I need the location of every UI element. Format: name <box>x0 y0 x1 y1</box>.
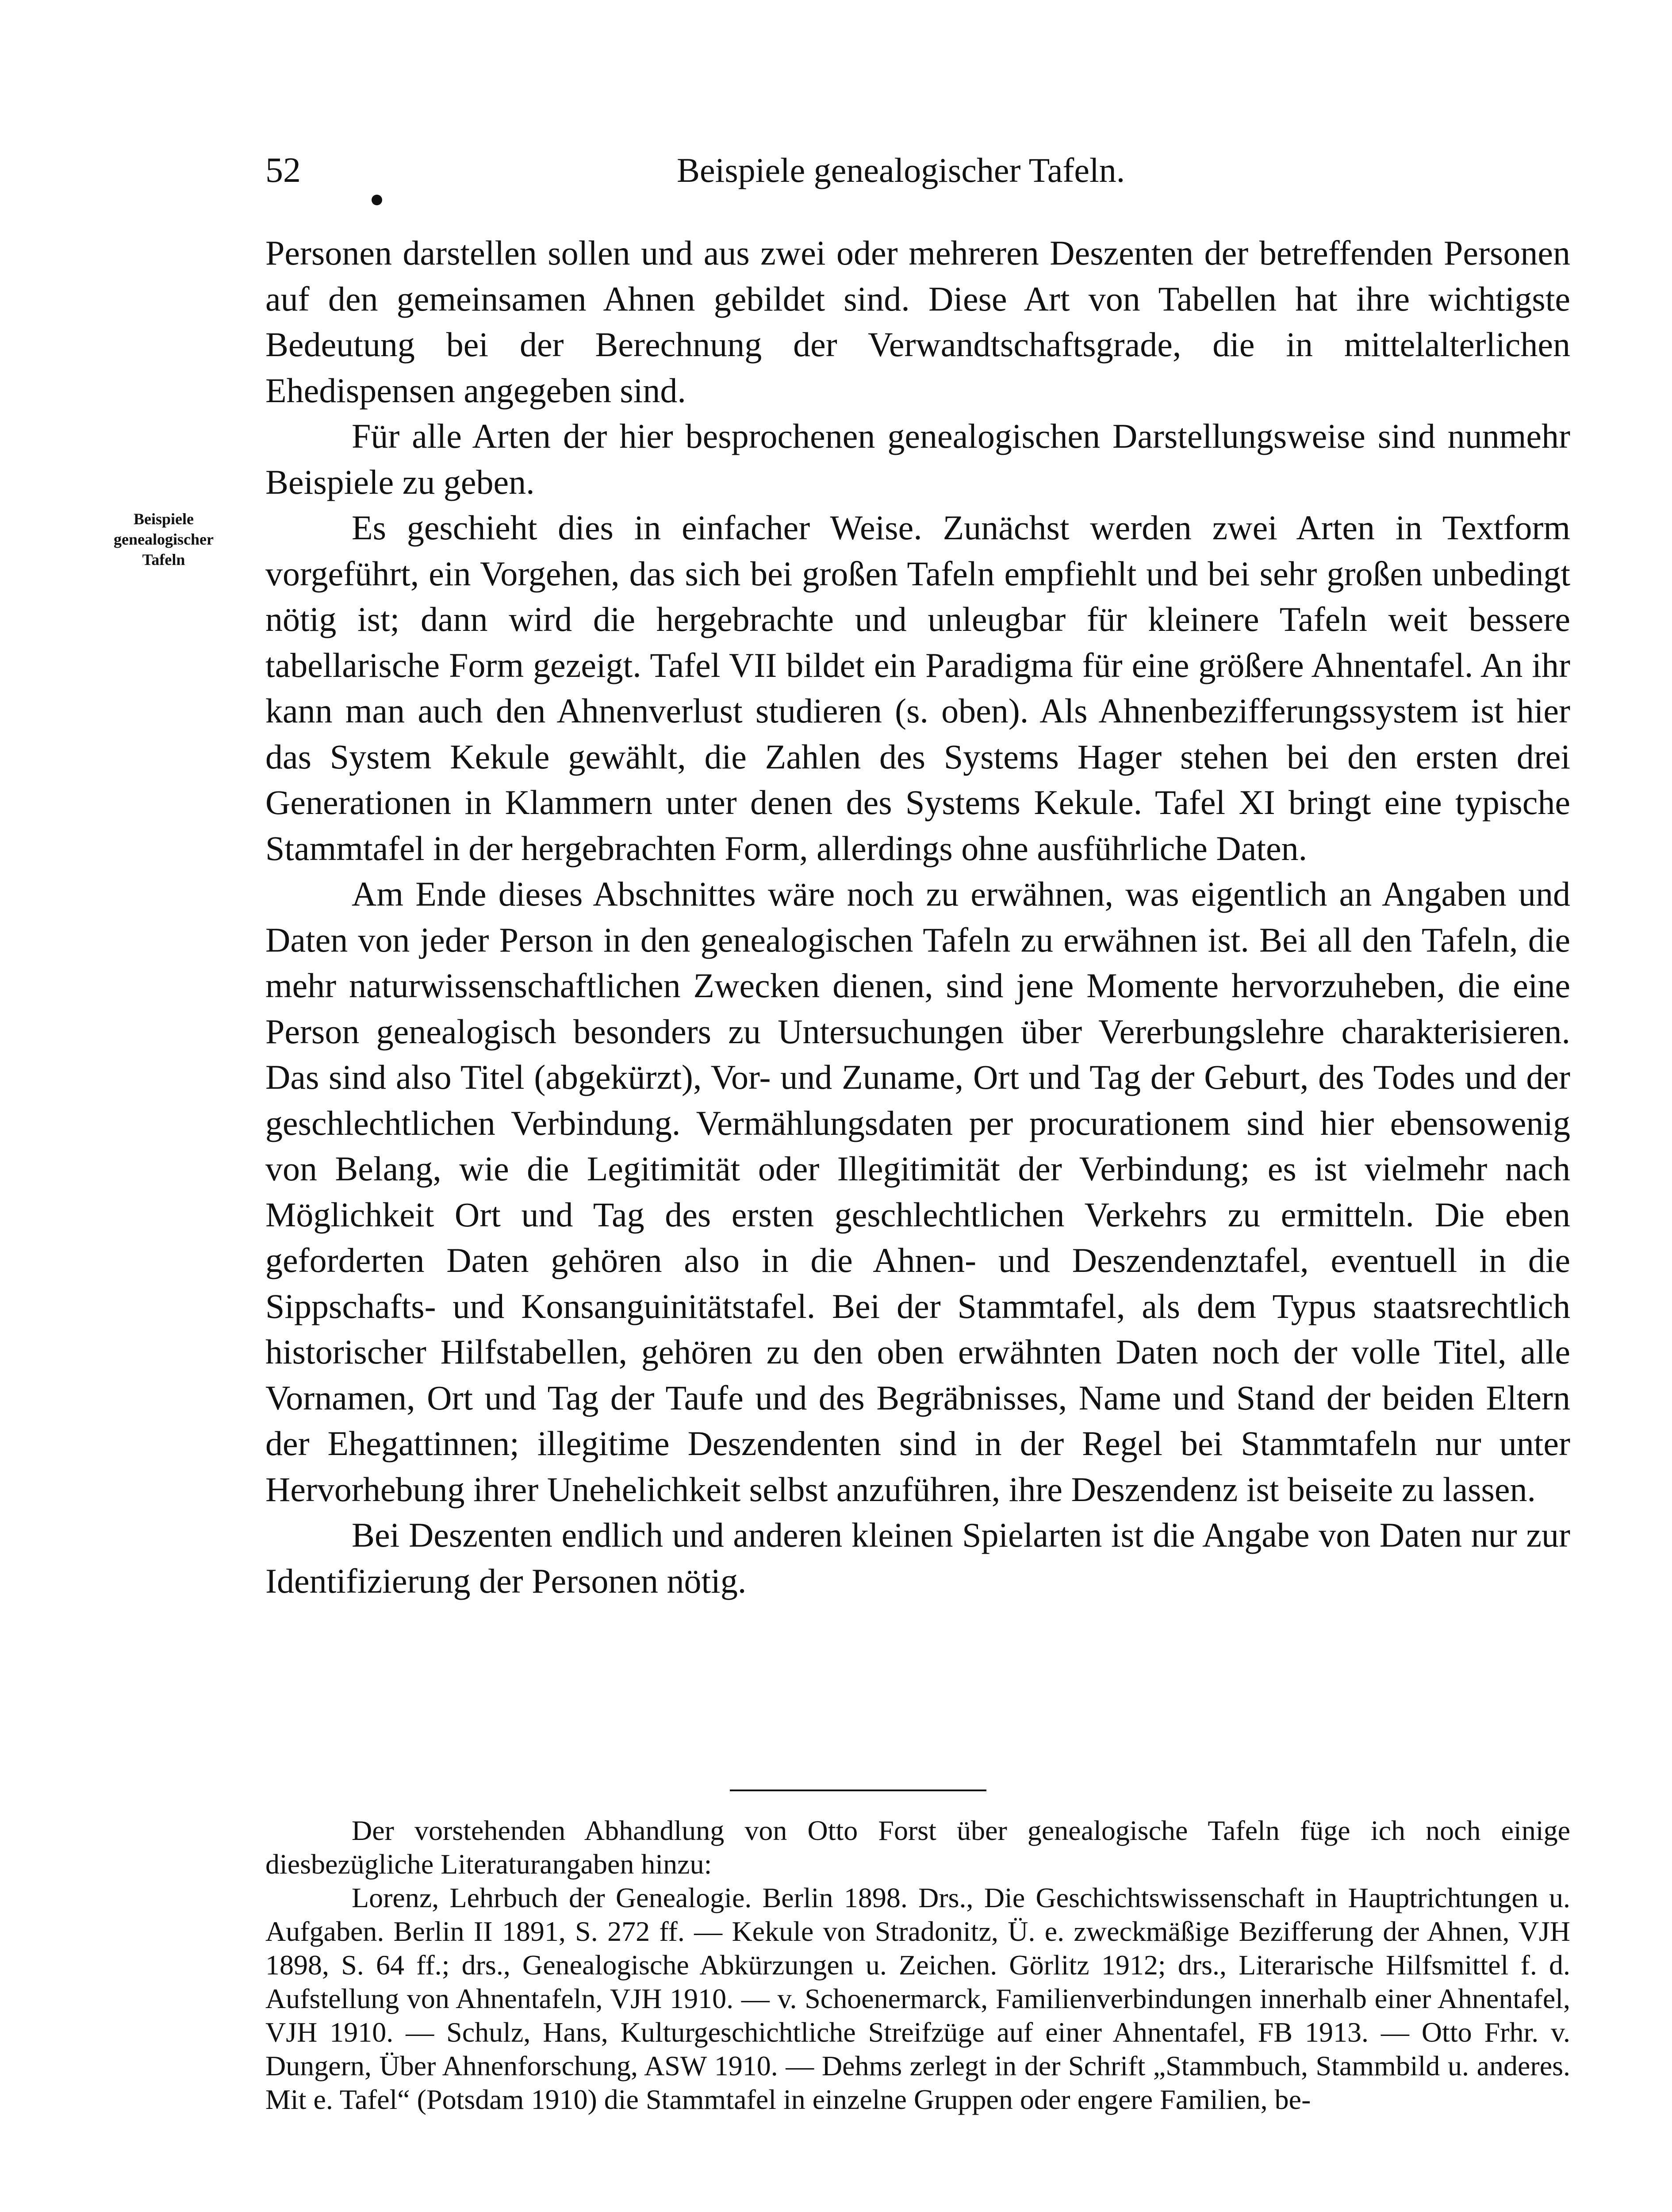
page-header <box>265 150 1548 199</box>
footnote-paragraph: Der vorstehenden Abhandlung von Otto Forst über genealogische Tafeln füge ich noch einige diesbezügliche Literaturangaben hinzu: <box>265 1815 1570 1880</box>
running-title: Beispiele genealogischer Tafeln. <box>677 151 1125 189</box>
paragraph: Es geschieht dies in einfacher Weise. Zunächst werden zwei Arten in Textform vorgeführt, ein Vorgehen, das sich bei großen Tafeln empfiehlt und bei sehr großen unbedingt nötig ist; dann wird die hergebrachte und unleugbar für kleinere Tafeln weit bessere tabellarische Form gezeigt. Tafel VII bildet ein Paradigma für eine größere Ahnentafel. An ihr kann man auch den Ahnenverlust studieren (s. oben). Als Ahnenbezifferungssystem ist hier das System Kekule gewählt, die Zahlen des Systems Hager stehen bei den ersten drei Generationen in Klammern unter denen des Systems Kekule. Tafel XI bringt eine typische Stammtafel in der hergebrachten Form, allerdings ohne ausführliche Daten. <box>265 508 1570 868</box>
margin-note-line: genealogischer <box>114 530 214 548</box>
paragraph: Am Ende dieses Abschnittes wäre noch zu erwähnen, was eigentlich an Angaben und Daten von jeder Person in den genealogischen Tafeln zu erwähnen ist. Bei all den Tafeln, die mehr naturwissenschaftlichen Zwecken dienen, sind jene Momente hervorzuheben, die eine Person genealogisch besonders zu Untersuchungen über Vererbungslehre charakterisieren. Das sind also Titel (abgekürzt), Vor- und Zuname, Ort und Tag der Geburt, des Todes und der geschlechtlichen Verbindung. Vermählungsdaten per procurationem sind hier ebensowenig von Belang, wie die Legitimität oder Illegitimität der Verbindung; es ist vielmehr nach Möglichkeit Ort und Tag des ersten geschlechtlichen Verkehrs zu ermitteln. Die eben geforderten Daten gehören also in die Ahnen- und Deszendenztafel, eventuell in die Sippschafts- und Konsanguinitätstafel. Bei der Stammtafel, als dem Typus staatsrechtlich historischer Hilfstabellen, gehören zu den oben erwähnten Daten noch der volle Titel, alle Vornamen, Ort und Tag der Taufe und des Begräbnisses, Name und Stand der beiden Eltern der Ehegattinnen; illegitime Deszendenten sind in der Regel bei Stammtafeln nur unter Hervorhebung ihrer Unehelichkeit selbst anzuführen, ihre Deszendenz ist beiseite zu lassen. <box>265 875 1570 1509</box>
ink-dot <box>372 195 382 205</box>
footnote-paragraph: Lorenz, Lehrbuch der Genealogie. Berlin 1898. Drs., Die Geschichtswissenschaft in Hauptrichtungen u. Aufgaben. Berlin II 1891, S. 272 ff. — Kekule von Stradonitz, Ü. e. zweckmäßige Bezifferung der Ahnen, VJH 1898, S. 64 ff.; drs., Genealogische Abkürzungen u. Zeichen. Görlitz 1912; drs., Literarische Hilfsmittel f. d. Aufstellung von Ahnentafeln, VJH 1910. — v. Schoenermarck, Familienverbindungen innerhalb einer Ahnentafel, VJH 1910. — Schulz, Hans, Kulturgeschichtliche Streifzüge auf einer Ahnentafel, FB 1913. — Otto Frhr. v. Dungern, Über Ahnenforschung, ASW 1910. — Dehms zerlegt in der Schrift „Stammbuch, Stammbild u. anderes. Mit e. Tafel“ (Potsdam 1910) die Stammtafel in einzelne Gruppen oder engere Familien, be- <box>265 1882 1570 2115</box>
paragraph: Für alle Arten der hier besprochenen genealogischen Darstellungsweise sind nunmehr Beispiele zu geben. <box>265 417 1570 501</box>
margin-note-line: Tafeln <box>142 551 185 568</box>
paragraph: Personen darstellen sollen und aus zwei oder mehreren Deszenten der betreffenden Personen auf den gemeinsamen Ahnen gebildet sind. Diese Art von Tabellen hat ihre wichtigste Bedeutung bei der Berechnung der Verwandtschaftsgrade, die in mittelalterlichen Ehedispensen angegeben sind. <box>265 234 1570 410</box>
main-text <box>265 230 1570 1604</box>
margin-note <box>71 509 257 570</box>
footnote-divider <box>730 1790 986 1791</box>
margin-note-line: Beispiele <box>134 510 194 528</box>
page-number: 52 <box>265 151 301 190</box>
footnotes <box>265 1814 1570 2116</box>
paragraph: Bei Deszenten endlich und anderen kleinen Spielarten ist die Angabe von Daten nur zur Identifizierung der Personen nötig. <box>265 1516 1570 1600</box>
